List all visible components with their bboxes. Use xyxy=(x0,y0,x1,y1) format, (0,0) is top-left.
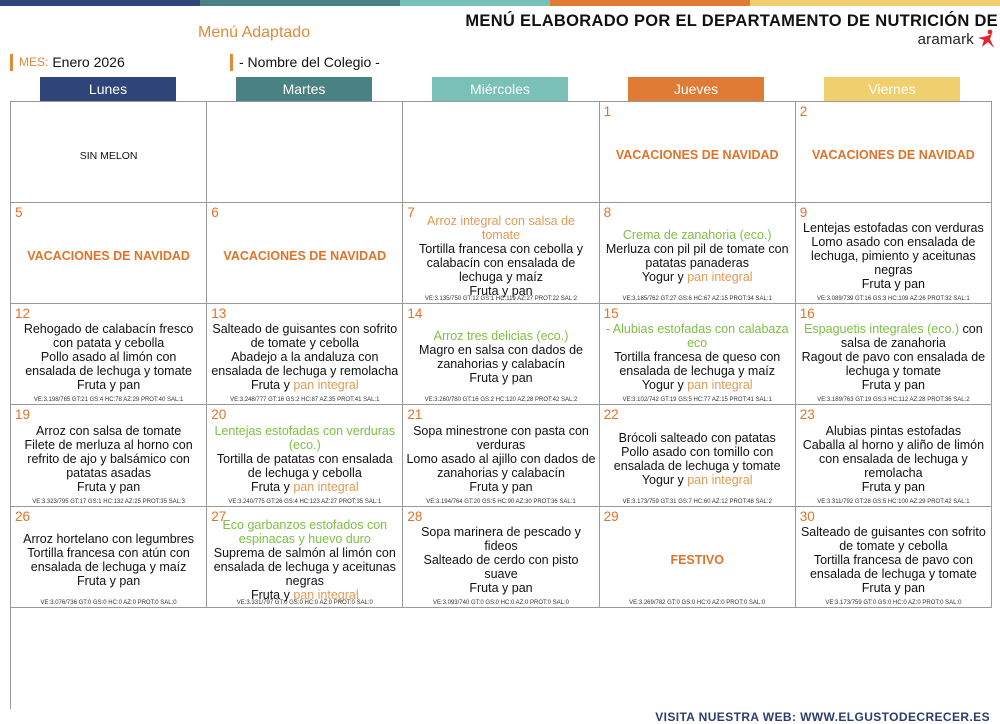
menu-line xyxy=(406,452,595,480)
day-cell xyxy=(207,507,403,608)
menu-line xyxy=(210,350,399,378)
day-number: 12 xyxy=(15,306,31,322)
dish-text: Yogur y xyxy=(641,378,688,393)
aramark-logo xyxy=(918,29,996,49)
dish-text: Magro en salsa con dados de zanahorias y calabacín xyxy=(418,343,583,372)
day-menu xyxy=(603,221,792,291)
dish-text: Arroz hortelano con legumbres xyxy=(23,531,195,546)
dish-text: Fruta y pan xyxy=(76,479,141,494)
day-cell xyxy=(600,203,796,304)
menu-line xyxy=(799,277,988,291)
strip-segment xyxy=(550,0,750,6)
menu-line xyxy=(14,424,203,438)
menu-line xyxy=(406,329,595,343)
day-number: 9 xyxy=(799,205,808,221)
day-number: 13 xyxy=(211,306,227,322)
nutrition-info: VE:3.260/780 GT:16 GS:2 HC:120 AZ:28 PROT:42 SAL:2 xyxy=(424,397,578,404)
nutrition-info: VE:3.093/740 GT:0 GS:0 HC:0 AZ:0 PROT:0 SAL:0 xyxy=(432,599,570,606)
day-menu xyxy=(603,423,792,493)
menu-line xyxy=(799,480,988,494)
menu-line xyxy=(14,350,203,378)
menu-line xyxy=(799,553,988,581)
dish-text: Merluza con pil pil de tomate con patatas panaderas xyxy=(605,242,789,271)
menu-line xyxy=(799,322,988,350)
day-cell xyxy=(207,405,403,506)
day-number: 20 xyxy=(211,407,227,423)
dish-text: Brócoli salteado con patatas xyxy=(618,430,776,445)
menu-line xyxy=(406,553,595,581)
menu-line xyxy=(406,343,595,371)
day-menu xyxy=(799,525,988,595)
dish-text: Lentejas estofadas con verduras xyxy=(803,221,984,236)
menu-line xyxy=(14,438,203,480)
day-number: 29 xyxy=(603,508,619,524)
day-menu xyxy=(406,214,595,299)
nutrition-info: VE:3.102/742 GT:19 GS:5 HC:77 AZ:15 PROT:41 SAL:1 xyxy=(622,397,772,404)
strip-segment xyxy=(0,0,200,6)
dish-text: Fruta y pan xyxy=(861,378,925,393)
menu-line xyxy=(603,553,792,567)
day-cell xyxy=(600,507,796,608)
day-number: 8 xyxy=(603,205,612,221)
month-box xyxy=(10,54,220,71)
day-menu xyxy=(210,221,399,291)
dish-text: Espaguetis integrales (eco.) xyxy=(804,322,960,337)
dish-text: Fruta y pan xyxy=(469,284,533,299)
dish-text: Fruta y pan xyxy=(861,277,925,292)
holiday-label: FESTIVO xyxy=(670,552,724,567)
day-menu xyxy=(14,120,203,190)
menu-line xyxy=(406,242,595,284)
nutrition-info: VE:3.323/795 GT:17 GS:1 HC:132 AZ:25 PROT:35 SAL:3 xyxy=(32,498,185,505)
dish-text: Fruta y pan xyxy=(861,580,925,595)
day-number: 26 xyxy=(15,508,31,524)
nutrition-info: VE:3.076/736 GT:0 GS:0 HC:0 AZ:0 PROT:0 SAL:0 xyxy=(40,599,177,606)
day-menu xyxy=(406,322,595,392)
dish-text: Caballa al horno y aliño de limón con ensalada de lechuga y remolacha xyxy=(802,437,985,480)
dish-text: Tortilla de patatas con ensalada de lechuga y cebolla xyxy=(216,451,393,480)
nutrition-info: VE:3.240/775 GT:26 GS:4 HC:123 AZ:27 PROT:35 SAL:1 xyxy=(228,498,382,505)
day-menu xyxy=(210,322,399,392)
day-menu xyxy=(799,120,988,190)
dish-text: Rehogado de calabacín fresco con patata y cebolla xyxy=(23,322,194,351)
day-cell xyxy=(11,507,207,608)
day-cell xyxy=(796,304,992,405)
day-cell xyxy=(403,102,599,203)
menu-line xyxy=(210,546,399,588)
month-value: Enero 2026 xyxy=(52,54,125,70)
day-cell xyxy=(11,203,207,304)
menu-line xyxy=(603,270,792,284)
whole-grain-bread-text: pan integral xyxy=(293,479,359,494)
strip-segment xyxy=(400,0,550,6)
day-menu xyxy=(603,322,792,392)
day-cell xyxy=(796,507,992,608)
dish-text: Sopa marinera de pescado y fideos xyxy=(421,524,581,553)
day-number: 5 xyxy=(15,205,23,221)
day-cell xyxy=(796,203,992,304)
nutrition-info: VE:3.194/764 GT:20 GS:5 HC:90 AZ:30 PROT:36 SAL:1 xyxy=(426,498,576,505)
day-number: 22 xyxy=(603,407,619,423)
dish-text: Fruta y xyxy=(250,479,294,494)
weekday-header-lunes: Lunes xyxy=(40,77,176,101)
day-number: 2 xyxy=(799,104,808,119)
day-cell xyxy=(207,102,403,203)
day-menu xyxy=(406,525,595,595)
day-menu xyxy=(799,221,988,291)
dish-text: Alubias pintas estofadas xyxy=(825,423,962,438)
menu-line xyxy=(603,228,792,242)
day-number: 28 xyxy=(407,508,423,524)
dish-text: Tortilla francesa de queso con ensalada de lechuga y maíz xyxy=(614,350,781,379)
day-menu xyxy=(14,322,203,392)
menu-line xyxy=(210,452,399,480)
day-cell xyxy=(403,304,599,405)
day-number: 27 xyxy=(211,508,227,524)
menu-line xyxy=(799,350,988,378)
dish-text: Fruta y xyxy=(250,378,294,393)
nutrition-info: VE:3.248/777 GT:16 GS:2 HC:87 AZ:35 PROT:41 SAL:1 xyxy=(230,397,380,404)
day-menu xyxy=(210,517,399,602)
weekday-header-martes: Martes xyxy=(236,77,372,101)
day-menu xyxy=(210,423,399,493)
day-number: 15 xyxy=(603,306,619,322)
whole-grain-bread-text: pan integral xyxy=(687,270,753,285)
dish-text: Ragout de pavo con ensalada de lechuga y tomate xyxy=(801,350,986,379)
whole-grain-bread-text: pan integral xyxy=(687,378,753,393)
dish-text: Fruta y pan xyxy=(76,378,141,393)
nutrition-info: VE:3.135/750 GT:12 GS:1 HC:119 AZ:27 PROT:22 SAL:2 xyxy=(424,296,578,303)
day-cell xyxy=(403,203,599,304)
dish-text: Salteado de guisantes con sofrito de tomate y cebolla xyxy=(800,524,986,553)
star-person-icon xyxy=(976,29,996,49)
day-menu xyxy=(799,423,988,493)
dish-text: Lentejas estofadas con verduras (eco.) xyxy=(214,423,396,452)
day-cell xyxy=(11,304,207,405)
day-menu xyxy=(14,221,203,291)
day-number: 21 xyxy=(407,407,423,423)
day-menu xyxy=(799,322,988,392)
nutrition-info: VE:3.189/763 GT:19 GS:3 HC:112 AZ:28 PROT:36 SAL:2 xyxy=(817,397,970,404)
menu-line xyxy=(799,378,988,392)
holiday-label: VACACIONES DE NAVIDAD xyxy=(615,148,779,163)
dish-text: Filete de merluza al horno con refrito de ajo y balsámico con patatas asadas xyxy=(24,437,193,480)
menu-line xyxy=(210,378,399,392)
day-cell xyxy=(11,405,207,506)
dish-text: Arroz con salsa de tomate xyxy=(35,423,182,438)
day-cell xyxy=(403,405,599,506)
menu-subtitle: Menú Adaptado xyxy=(198,24,311,41)
strip-segment xyxy=(200,0,400,6)
dish-text: Tortilla francesa con cebolla y calabacín con ensalada de lechuga y maíz xyxy=(419,242,583,285)
dish-text: Yogur y xyxy=(641,270,688,285)
weekday-header-miercoles: Miércoles xyxy=(432,77,568,101)
day-cell xyxy=(796,405,992,506)
dish-text: Pollo asado al limón con ensalada de lechuga y tomate xyxy=(25,350,192,379)
menu-line xyxy=(799,221,988,235)
dish-text: Lomo asado al ajillo con dados de zanahorias y calabacín xyxy=(406,451,596,480)
day-number: 16 xyxy=(799,306,815,322)
day-number: 7 xyxy=(407,205,415,221)
day-number: 19 xyxy=(15,407,31,423)
whole-grain-bread-text: pan integral xyxy=(293,587,359,602)
whole-grain-bread-text: pan integral xyxy=(687,472,753,487)
dish-text: Salteado de cerdo con pisto suave xyxy=(423,552,579,581)
menu-line xyxy=(406,480,595,494)
menu-line xyxy=(406,214,595,242)
menu-line xyxy=(210,322,399,350)
dish-text: - Alubias estofadas con calabaza eco xyxy=(605,322,789,351)
day-cell xyxy=(207,304,403,405)
day-number: 30 xyxy=(799,508,815,524)
menu-line xyxy=(210,518,399,546)
menu-line xyxy=(406,424,595,452)
day-number: 1 xyxy=(603,104,612,119)
menu-line xyxy=(603,148,792,162)
logo-text: aramark xyxy=(917,30,974,48)
menu-line xyxy=(603,445,792,473)
dish-text: Abadejo a la andaluza con ensalada de lechuga y remolacha xyxy=(211,350,399,379)
weekday-header-jueves: Jueves xyxy=(628,77,764,101)
dish-text: con salsa de zanahoria xyxy=(840,322,983,351)
menu-line xyxy=(14,532,203,546)
dish-text: Fruta y pan xyxy=(861,479,925,494)
menu-line xyxy=(14,378,203,392)
menu-line xyxy=(406,371,595,385)
day-menu xyxy=(406,120,595,190)
nutrition-info: VE:3.331/797 GT:0 GS:0 HC:0 AZ:0 PROT:0 SAL:0 xyxy=(236,599,373,606)
menu-calendar-grid xyxy=(10,101,992,709)
nutrition-info: VE:3.198/765 GT:21 GS:4 HC:78 AZ:29 PROT:40 SAL:1 xyxy=(33,397,184,404)
weekday-header-viernes: Viernes xyxy=(824,77,960,101)
day-cell xyxy=(600,102,796,203)
nutrition-info: VE:3.089/739 GT:16 GS:3 HC:109 AZ:26 PROT:32 SAL:1 xyxy=(817,296,970,303)
menu-line xyxy=(603,378,792,392)
top-color-strip xyxy=(0,0,1000,6)
dish-text: Pollo asado con tomillo con ensalada de lechuga y tomate xyxy=(613,444,781,473)
day-cell xyxy=(403,507,599,608)
menu-line xyxy=(14,574,203,588)
dish-text: Eco garbanzos estofados con espinacas y huevo duro xyxy=(222,517,388,546)
dish-text: SIN MELON xyxy=(79,149,138,162)
menu-line xyxy=(799,235,988,277)
day-cell xyxy=(11,102,207,203)
dish-text: Suprema de salmón al limón con ensalada de lechuga y aceitunas negras xyxy=(213,545,396,588)
holiday-label: VACACIONES DE NAVIDAD xyxy=(812,148,975,163)
day-menu xyxy=(14,525,203,595)
month-label: MES: xyxy=(19,55,49,69)
dish-text: Arroz tres delicias (eco.) xyxy=(433,329,569,344)
dish-text: Fruta y pan xyxy=(469,479,533,494)
menu-line xyxy=(799,148,988,162)
school-box xyxy=(230,54,990,71)
day-cell xyxy=(600,405,796,506)
menu-line xyxy=(14,148,203,163)
dish-text: Sopa minestrone con pasta con verduras xyxy=(413,423,589,452)
day-menu xyxy=(14,423,203,493)
dish-text: Salteado de guisantes con sofrito de tomate y cebolla xyxy=(212,322,398,351)
dish-text: Lomo asado con ensalada de lechuga, pimiento y aceitunas negras xyxy=(811,235,976,278)
day-cell xyxy=(207,203,403,304)
dish-text: Tortilla francesa de pavo con ensalada de lechuga y tomate xyxy=(809,552,977,581)
menu-line xyxy=(799,525,988,553)
whole-grain-bread-text: pan integral xyxy=(293,378,359,393)
menu-line xyxy=(406,581,595,595)
menu-line xyxy=(603,473,792,487)
menu-line xyxy=(603,350,792,378)
dish-text: Fruta y pan xyxy=(469,580,533,595)
page-title: MENÚ ELABORADO POR EL DEPARTAMENTO DE NUTRICIÓN DE xyxy=(465,12,998,30)
day-cell xyxy=(600,304,796,405)
menu-line xyxy=(603,431,792,445)
day-menu xyxy=(210,120,399,190)
menu-line xyxy=(14,322,203,350)
dish-text: Crema de zanahoria (eco.) xyxy=(622,228,772,243)
day-menu xyxy=(603,525,792,595)
strip-segment xyxy=(750,0,1000,6)
menu-line xyxy=(210,480,399,494)
day-number: 6 xyxy=(211,205,219,221)
dish-text: Tortilla francesa con atún con ensalada de lechuga y maíz xyxy=(27,545,190,574)
holiday-label: VACACIONES DE NAVIDAD xyxy=(27,249,190,264)
nutrition-info: VE:3.173/759 GT:31 GS:7 HC:60 AZ:12 PROT:48 SAL:2 xyxy=(622,498,772,505)
holiday-label: VACACIONES DE NAVIDAD xyxy=(223,249,387,264)
menu-line xyxy=(210,249,399,263)
menu-line xyxy=(603,242,792,270)
menu-line xyxy=(603,322,792,350)
menu-line xyxy=(210,424,399,452)
nutrition-info: VE:3.173/759 GT:0 GS:0 HC:0 AZ:0 PROT:0 SAL:0 xyxy=(825,599,962,606)
day-cell xyxy=(796,102,992,203)
nutrition-info: VE:3.269/782 GT:0 GS:0 HC:0 AZ:0 PROT:0 SAL:0 xyxy=(629,599,766,606)
menu-line xyxy=(799,424,988,438)
nutrition-info: VE:3.311/792 GT:28 GS:5 HC:100 AZ:29 PROT:42 SAL:1 xyxy=(817,498,970,505)
day-menu xyxy=(603,120,792,190)
dish-text: Fruta y pan xyxy=(469,371,533,386)
menu-line xyxy=(14,480,203,494)
menu-line xyxy=(799,581,988,595)
day-number: 23 xyxy=(799,407,815,423)
dish-text: Fruta y xyxy=(250,587,294,602)
menu-line xyxy=(406,525,595,553)
dish-text: Yogur y xyxy=(641,472,688,487)
dish-text: Fruta y pan xyxy=(76,573,141,588)
nutrition-info: VE:3.185/762 GT:27 GS:6 HC:67 AZ:15 PROT:34 SAL:1 xyxy=(622,296,772,303)
school-name: - Nombre del Colegio - xyxy=(239,54,380,70)
menu-line xyxy=(14,546,203,574)
menu-line xyxy=(799,438,988,480)
day-number: 14 xyxy=(407,306,423,322)
menu-line xyxy=(14,249,203,263)
website-footer: VISITA NUESTRA WEB: WWW.ELGUSTODECRECER.ES xyxy=(655,710,990,724)
day-menu xyxy=(406,423,595,493)
dish-text: Arroz integral con salsa de tomate xyxy=(426,214,575,243)
